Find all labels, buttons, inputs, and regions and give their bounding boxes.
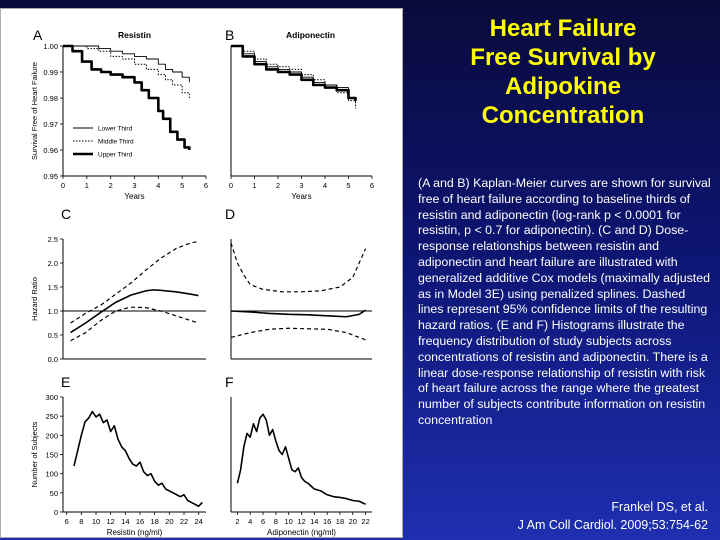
y-tick-label-C: 1.0 [47, 307, 58, 316]
y-tick-label-A: 0.98 [43, 94, 58, 103]
y-tick-label-C: 2.0 [47, 259, 58, 268]
series-C-lower-95-ci [71, 307, 199, 341]
panel-letter-A: A [33, 27, 43, 43]
x-tick-label-A: 4 [156, 181, 161, 190]
y-tick-label-E: 0 [53, 508, 58, 517]
y-axis-label-C: Hazard Ratio [30, 277, 39, 321]
slide-title [420, 14, 706, 130]
series-D-upper-95-ci [231, 243, 366, 292]
y-tick-label-C: 0.0 [47, 355, 58, 364]
panel-letter-F: F [225, 374, 234, 390]
x-tick-label-F: 10 [284, 517, 293, 526]
x-tick-label-B: 2 [275, 181, 281, 190]
x-tick-label-A: 1 [84, 181, 89, 190]
x-tick-label-F: 14 [310, 517, 319, 526]
x-tick-label-E: 16 [135, 517, 145, 526]
y-tick-label-C: 2.5 [47, 235, 58, 244]
x-tick-label-F: 12 [297, 517, 306, 526]
y-tick-label-A: 0.97 [43, 120, 58, 129]
figure-svg [1, 9, 404, 539]
y-tick-label-E: 50 [49, 488, 58, 498]
panel-letter-C: C [61, 206, 72, 222]
y-tick-label-A: 0.96 [43, 146, 58, 155]
x-tick-label-A: 2 [108, 181, 113, 190]
x-tick-label-A: 0 [60, 181, 66, 190]
x-axis-label-B: Years [291, 192, 312, 201]
title-line-3: Adipokine [504, 73, 621, 100]
legend-label-2: Upper Third [98, 151, 133, 159]
x-tick-label-F: 22 [361, 517, 370, 526]
x-tick-label-B: 5 [346, 181, 351, 190]
y-tick-label-A: 0.95 [43, 172, 58, 181]
panel-letter-B: B [225, 27, 235, 43]
x-tick-label-E: 20 [165, 517, 174, 526]
citation [518, 498, 708, 534]
x-tick-label-E: 10 [91, 517, 101, 526]
x-tick-label-F: 6 [260, 517, 266, 526]
citation-journal: J Am Coll Cardiol. 2009;53:754-62 [517, 518, 708, 532]
x-tick-label-B: 1 [252, 181, 257, 190]
x-tick-label-A: 3 [132, 181, 137, 190]
x-tick-label-A: 5 [180, 181, 185, 190]
x-tick-label-E: 24 [194, 517, 203, 526]
y-tick-label-A: 1.00 [43, 42, 58, 51]
y-tick-label-A: 0.99 [43, 68, 58, 77]
x-tick-label-B: 6 [369, 181, 375, 190]
x-tick-label-F: 2 [235, 517, 240, 526]
x-axis-label-A: Years [124, 192, 145, 201]
x-tick-label-F: 18 [335, 517, 345, 526]
x-axis-label-E: Resistin (ng/ml) [106, 528, 163, 537]
y-tick-label-E: 100 [45, 469, 58, 479]
series-F-frequency [237, 414, 365, 504]
y-axis-label-E: Number of Subjects [30, 421, 39, 488]
legend-label-0: Lower Third [98, 125, 133, 133]
x-axis-label-F: Adiponectin (ng/ml) [267, 528, 336, 537]
y-axis-label-A: Survival Free of Heart Failure [30, 62, 39, 160]
figure-panel [0, 8, 403, 538]
x-tick-label-E: 14 [121, 517, 130, 526]
x-tick-label-F: 16 [322, 517, 332, 526]
x-tick-label-E: 22 [179, 517, 189, 526]
x-tick-label-F: 20 [348, 517, 357, 526]
x-tick-label-F: 8 [273, 517, 278, 526]
y-tick-label-E: 150 [45, 450, 58, 460]
y-tick-label-C: 1.5 [47, 283, 58, 292]
x-tick-label-E: 8 [79, 517, 84, 526]
panel-title-A: Resistin [118, 30, 152, 40]
x-tick-label-E: 6 [64, 517, 69, 526]
y-tick-label-E: 250 [45, 412, 58, 422]
x-tick-label-E: 12 [106, 517, 115, 526]
x-tick-label-B: 0 [228, 181, 234, 190]
panel-letter-D: D [225, 206, 236, 222]
y-tick-label-E: 200 [45, 431, 58, 441]
series-E-frequency [74, 412, 202, 507]
x-tick-label-A: 6 [203, 181, 209, 190]
x-tick-label-B: 4 [322, 181, 328, 190]
figure-caption: (A and B) Kaplan-Meier curves are shown for survival free of heart failure according to baseline thirds of resistin and adiponectin (log-rank p < 0.0001 for resistin, p < 0.7 for adiponectin). (C and D) Dose-response relationships between resistin and adiponectin and heart failure are illustrated with generalized additive Cox models (maximally adjusted as in Model 3E) using penalized splines. Dashed lines represent 95% confidence limits of the resulting hazard ratios. (E and F) Histograms illustrate the frequency distribution of study subjects across concentrations of resistin and adiponectin. There is a linear dose-response relationship of resistin with risk of heart failure across the range where the greatest number of subjects contribute information on resistin concentration [418, 176, 711, 427]
title-line-2: Free Survival by [470, 44, 656, 71]
citation-authors: Frankel DS, et al. [611, 500, 708, 514]
panel-title-B: Adiponectin [286, 30, 336, 40]
series-D-lower-95-ci [231, 328, 366, 340]
y-tick-label-E: 300 [45, 393, 58, 402]
legend-label-1: Middle Third [98, 138, 134, 146]
title-line-4: Concentration [481, 102, 645, 129]
x-tick-label-E: 18 [150, 517, 159, 526]
x-tick-label-F: 4 [248, 517, 253, 526]
title-line-1: Heart Failure [489, 15, 637, 42]
panel-letter-E: E [61, 374, 71, 390]
y-tick-label-C: 0.5 [47, 331, 58, 340]
x-tick-label-B: 3 [299, 181, 304, 190]
series-A-upper-third [63, 46, 189, 150]
